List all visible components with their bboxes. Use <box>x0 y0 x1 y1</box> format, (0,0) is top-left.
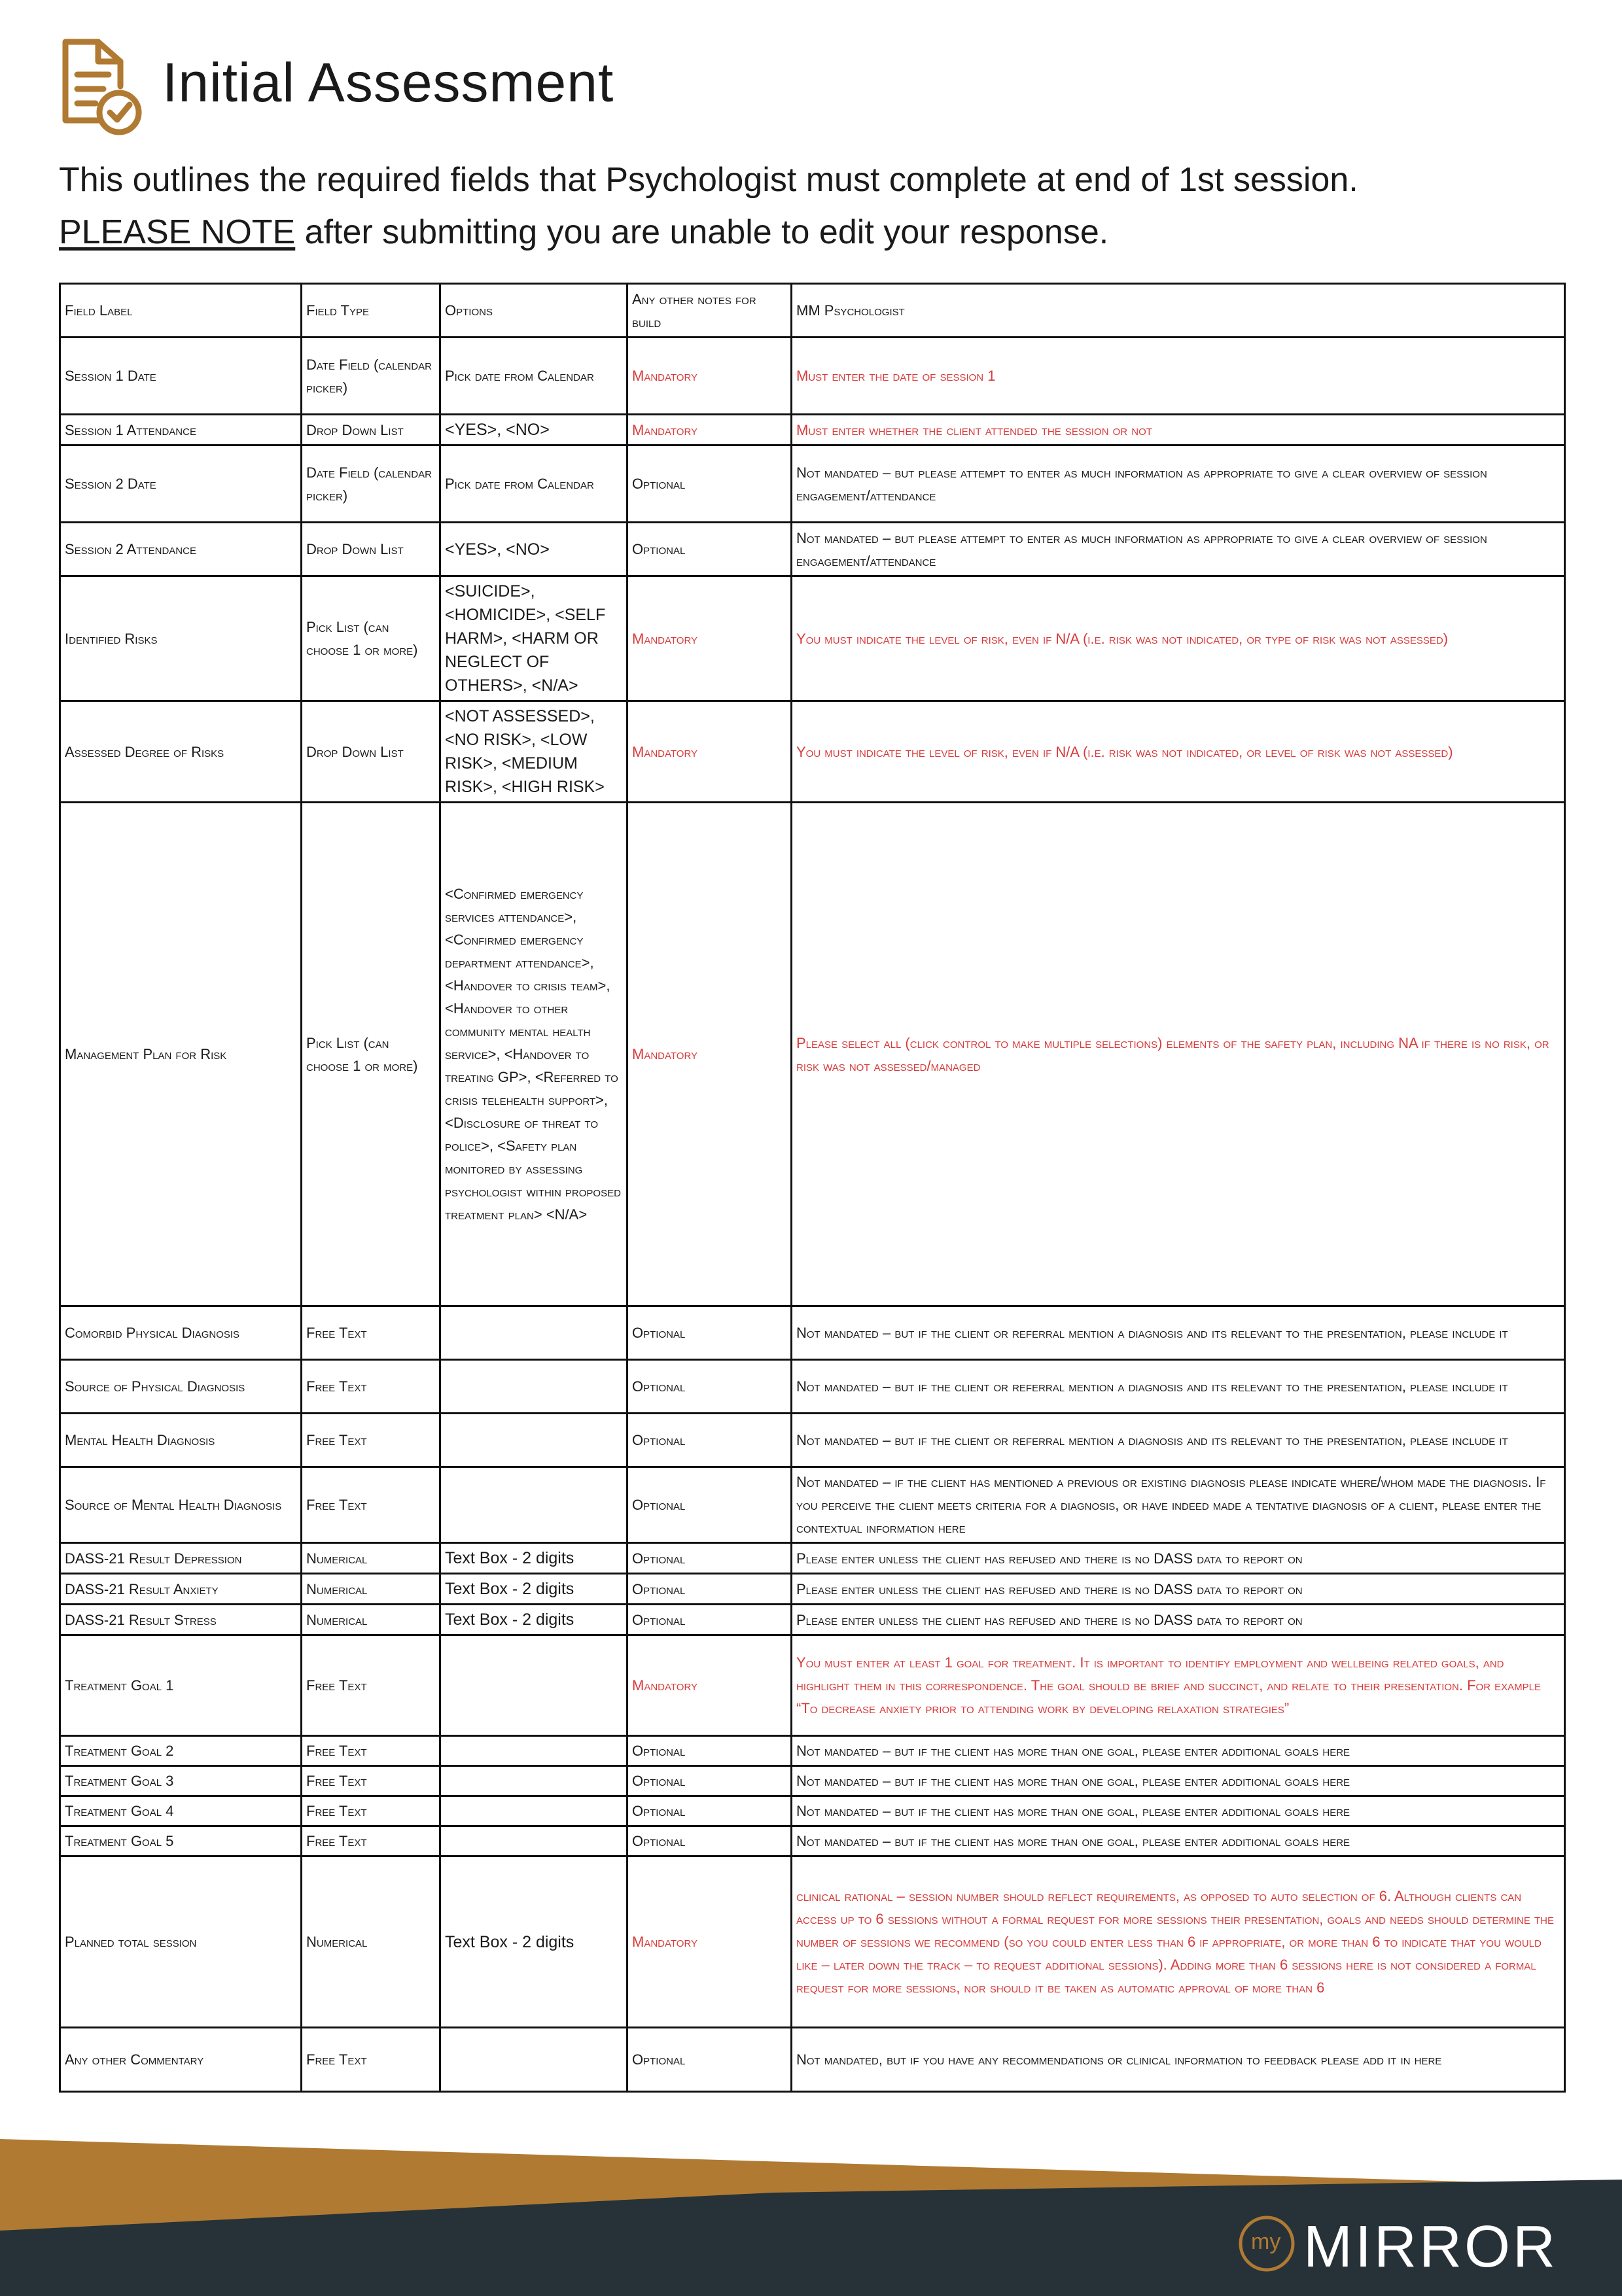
options-cell <box>440 1736 627 1766</box>
field-type-cell: Free Text <box>302 1766 440 1796</box>
notes-cell: Optional <box>627 1796 792 1826</box>
table-row <box>60 1306 1565 1360</box>
options-cell: Text Box - 2 digits <box>440 1574 627 1605</box>
options-cell: <Confirmed emergency services attendance>, <Confirmed emergency department attendance>, <Handover to crisis team>, <Handover to other community mental health service>, <Handover to treating GP>, <Referred to crisis telehealth support>, <Disclosure of threat to police>, <Safety plan monitored by assessing psychologist within proposed treatment plan> <N/A> <box>440 803 627 1306</box>
field-type-cell: Free Text <box>302 1414 440 1467</box>
notes-cell: Mandatory <box>627 701 792 803</box>
field-label-cell: Identified Risks <box>60 576 302 701</box>
table-row <box>60 576 1565 701</box>
options-cell <box>440 1826 627 1856</box>
notes-cell: Optional <box>627 523 792 576</box>
table-row <box>60 338 1565 415</box>
field-type-cell: Date Field (calendar picker) <box>302 338 440 415</box>
notes-cell: Mandatory <box>627 338 792 415</box>
mm-psychologist-cell: Not mandated – but if the client has more than one goal, please enter additional goals here <box>792 1826 1565 1856</box>
options-cell: <NOT ASSESSED>, <NO RISK>, <LOW RISK>, <MEDIUM RISK>, <HIGH RISK> <box>440 701 627 803</box>
intro-line-2-rest: after submitting you are unable to edit your response. <box>295 213 1109 251</box>
options-cell: Text Box - 2 digits <box>440 1605 627 1635</box>
field-type-cell: Date Field (calendar picker) <box>302 445 440 523</box>
intro-line-2 <box>59 206 1564 258</box>
intro-line-1: This outlines the required fields that Psychologist must complete at end of 1st session. <box>59 161 1358 199</box>
options-cell <box>440 1414 627 1467</box>
field-label-cell: Planned total session <box>60 1856 302 2028</box>
table-row <box>60 1543 1565 1574</box>
notes-cell: Optional <box>627 445 792 523</box>
mm-psychologist-cell: Please enter unless the client has refused and there is no DASS data to report on <box>792 1543 1565 1574</box>
field-label-cell: Comorbid Physical Diagnosis <box>60 1306 302 1360</box>
options-cell: <YES>, <NO> <box>440 415 627 445</box>
options-cell: <YES>, <NO> <box>440 523 627 576</box>
field-label-cell: DASS-21 Result Stress <box>60 1605 302 1635</box>
mm-psychologist-cell: You must indicate the level of risk, even if N/A (i.e. risk was not indicated, or type of risk was not assessed) <box>792 576 1565 701</box>
table-row <box>60 803 1565 1306</box>
notes-cell: Optional <box>627 1414 792 1467</box>
mm-psychologist-cell: Not mandated – but please attempt to enter as much information as appropriate to give a clear overview of session engagement/attendance <box>792 445 1565 523</box>
table-header-row <box>60 284 1565 338</box>
logo-text: MIRROR <box>1303 2214 1558 2280</box>
notes-cell: Mandatory <box>627 1635 792 1736</box>
mm-psychologist-cell: Not mandated – if the client has mentioned a previous or existing diagnosis please indicate where/whom made the diagnosis. If you perceive the client meets criteria for a diagnosis, or have indeed made a tentative diagnosis of a client, please enter the contextual information here <box>792 1467 1565 1543</box>
field-label-cell: Session 1 Date <box>60 338 302 415</box>
field-label-cell: Assessed Degree of Risks <box>60 701 302 803</box>
field-label-cell: Session 2 Date <box>60 445 302 523</box>
document-check-icon <box>58 37 143 141</box>
field-label-cell: DASS-21 Result Anxiety <box>60 1574 302 1605</box>
options-cell <box>440 1467 627 1543</box>
field-label-cell: Any other Commentary <box>60 2028 302 2092</box>
field-type-cell: Drop Down List <box>302 415 440 445</box>
notes-cell: Optional <box>627 1736 792 1766</box>
logo-small-text: my <box>1251 2229 1281 2254</box>
notes-cell: Mandatory <box>627 576 792 701</box>
options-cell: Text Box - 2 digits <box>440 1856 627 2028</box>
field-label-cell: Treatment Goal 5 <box>60 1826 302 1856</box>
mm-psychologist-cell: Must enter the date of session 1 <box>792 338 1565 415</box>
mm-psychologist-cell: Not mandated – but if the client or referral mention a diagnosis and its relevant to the presentation, please include it <box>792 1360 1565 1414</box>
mm-psychologist-cell: You must indicate the level of risk, even if N/A (i.e. risk was not indicated, or level of risk was not assessed) <box>792 701 1565 803</box>
options-cell: Pick date from Calendar <box>440 445 627 523</box>
table-row <box>60 445 1565 523</box>
table-row <box>60 1856 1565 2028</box>
field-type-cell: Numerical <box>302 1574 440 1605</box>
field-type-cell: Free Text <box>302 1796 440 1826</box>
field-type-cell: Numerical <box>302 1605 440 1635</box>
mirror-logo <box>1235 2212 1589 2280</box>
intro-text <box>59 154 1564 258</box>
field-type-cell: Free Text <box>302 1635 440 1736</box>
mm-psychologist-cell: Please select all (click control to make multiple selections) elements of the safety plan, including NA if there is no risk, or risk was not assessed/managed <box>792 803 1565 1306</box>
mm-psychologist-cell: Not mandated – but if the client has more than one goal, please enter additional goals here <box>792 1766 1565 1796</box>
field-label-cell: Source of Physical Diagnosis <box>60 1360 302 1414</box>
table-row <box>60 1826 1565 1856</box>
page-title: Initial Assessment <box>162 52 614 113</box>
field-label-cell: Session 1 Attendance <box>60 415 302 445</box>
mm-psychologist-cell: Not mandated – but if the client or referral mention a diagnosis and its relevant to the presentation, please include it <box>792 1414 1565 1467</box>
mm-psychologist-cell: Not mandated – but if the client or referral mention a diagnosis and its relevant to the presentation, please include it <box>792 1306 1565 1360</box>
field-type-cell: Pick List (can choose 1 or more) <box>302 803 440 1306</box>
field-type-cell: Drop Down List <box>302 701 440 803</box>
field-label-cell: Treatment Goal 2 <box>60 1736 302 1766</box>
header-notes: Any other notes for build <box>627 284 792 338</box>
mm-psychologist-cell: Not mandated – but if the client has more than one goal, please enter additional goals here <box>792 1796 1565 1826</box>
table-row <box>60 1736 1565 1766</box>
field-label-cell: DASS-21 Result Depression <box>60 1543 302 1574</box>
field-type-cell: Free Text <box>302 1306 440 1360</box>
table-row <box>60 1796 1565 1826</box>
mm-psychologist-cell: Not mandated – but please attempt to enter as much information as appropriate to give a clear overview of session engagement/attendance <box>792 523 1565 576</box>
field-type-cell: Free Text <box>302 1360 440 1414</box>
notes-cell: Optional <box>627 1306 792 1360</box>
table-row <box>60 1605 1565 1635</box>
notes-cell: Optional <box>627 1360 792 1414</box>
table-row <box>60 1414 1565 1467</box>
field-label-cell: Session 2 Attendance <box>60 523 302 576</box>
options-cell <box>440 1635 627 1736</box>
table-row <box>60 523 1565 576</box>
notes-cell: Mandatory <box>627 803 792 1306</box>
notes-cell: Optional <box>627 1826 792 1856</box>
notes-cell: Optional <box>627 1766 792 1796</box>
field-type-cell: Drop Down List <box>302 523 440 576</box>
notes-cell: Optional <box>627 1543 792 1574</box>
please-note: PLEASE NOTE <box>59 213 296 251</box>
page-header <box>58 37 1562 148</box>
mm-psychologist-cell: Must enter whether the client attended the session or not <box>792 415 1565 445</box>
options-cell: <SUICIDE>, <HOMICIDE>, <SELF HARM>, <HARM OR NEGLECT OF OTHERS>, <N/A> <box>440 576 627 701</box>
options-cell: Text Box - 2 digits <box>440 1543 627 1574</box>
table-row <box>60 1574 1565 1605</box>
field-label-cell: Treatment Goal 3 <box>60 1766 302 1796</box>
mm-psychologist-cell: Not mandated, but if you have any recommendations or clinical information to feedback please add it in here <box>792 2028 1565 2092</box>
table-row <box>60 2028 1565 2092</box>
field-label-cell: Source of Mental Health Diagnosis <box>60 1467 302 1543</box>
field-type-cell: Free Text <box>302 1467 440 1543</box>
table-row <box>60 1467 1565 1543</box>
table-row <box>60 701 1565 803</box>
field-label-cell: Management Plan for Risk <box>60 803 302 1306</box>
field-label-cell: Mental Health Diagnosis <box>60 1414 302 1467</box>
header-field-label: Field Label <box>60 284 302 338</box>
notes-cell: Optional <box>627 1605 792 1635</box>
field-type-cell: Free Text <box>302 2028 440 2092</box>
mm-psychologist-cell: You must enter at least 1 goal for treatment. It is important to identify employment and wellbeing related goals, and highlight them in this correspondence. The goal should be brief and succinct, and relate to their presentation. For example “To decrease anxiety prior to attending work by developing relaxation strategies” <box>792 1635 1565 1736</box>
mm-psychologist-cell: Please enter unless the client has refused and there is no DASS data to report on <box>792 1574 1565 1605</box>
options-cell <box>440 1766 627 1796</box>
table-row <box>60 415 1565 445</box>
required-fields-table <box>59 283 1566 2093</box>
field-type-cell: Numerical <box>302 1543 440 1574</box>
field-type-cell: Pick List (can choose 1 or more) <box>302 576 440 701</box>
options-cell <box>440 1360 627 1414</box>
options-cell: Pick date from Calendar <box>440 338 627 415</box>
notes-cell: Optional <box>627 1467 792 1543</box>
header-field-type: Field Type <box>302 284 440 338</box>
table-row <box>60 1766 1565 1796</box>
field-label-cell: Treatment Goal 4 <box>60 1796 302 1826</box>
notes-cell: Mandatory <box>627 1856 792 2028</box>
field-label-cell: Treatment Goal 1 <box>60 1635 302 1736</box>
options-cell <box>440 1306 627 1360</box>
field-type-cell: Free Text <box>302 1826 440 1856</box>
mm-psychologist-cell: Not mandated – but if the client has more than one goal, please enter additional goals here <box>792 1736 1565 1766</box>
table-row <box>60 1635 1565 1736</box>
notes-cell: Optional <box>627 1574 792 1605</box>
table-row <box>60 1360 1565 1414</box>
header-mm-psychologist: MM Psychologist <box>792 284 1565 338</box>
options-cell <box>440 1796 627 1826</box>
table-body <box>60 338 1565 2092</box>
options-cell <box>440 2028 627 2092</box>
field-type-cell: Free Text <box>302 1736 440 1766</box>
notes-cell: Optional <box>627 2028 792 2092</box>
notes-cell: Mandatory <box>627 415 792 445</box>
mm-psychologist-cell: Please enter unless the client has refused and there is no DASS data to report on <box>792 1605 1565 1635</box>
field-type-cell: Numerical <box>302 1856 440 2028</box>
mm-psychologist-cell: clinical rational – session number should reflect requirements, as opposed to auto selection of 6. Although clients can access up to 6 sessions without a formal request for more sessions their presentation, goals and needs should determine the number of sessions we recommend (so you could enter less than 6 if appropriate, or more than 6 to indicate that you would like – later down the track – to request additional sessions). Adding more than 6 sessions here is not considered a formal request for more sessions, nor should it be taken as automatic approval of more than 6 <box>792 1856 1565 2028</box>
header-options: Options <box>440 284 627 338</box>
